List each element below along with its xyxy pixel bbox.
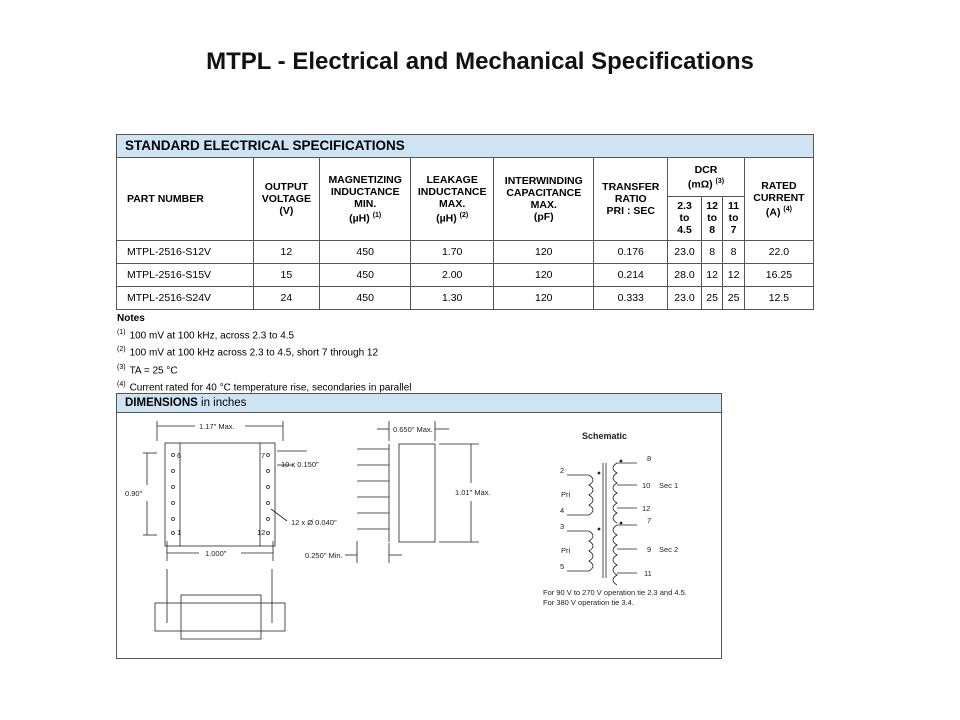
svg-text:11: 11 (644, 569, 652, 578)
svg-text:7: 7 (647, 516, 652, 525)
svg-text:7: 7 (261, 451, 266, 460)
schematic-title: Schematic (582, 431, 628, 441)
col-rated-current: RATED CURRENT (A) $^{(4)}$ (744, 158, 813, 240)
notes-section (117, 312, 477, 394)
col-dcr-12-to-8: 12 to 8 (701, 196, 722, 240)
svg-text:12: 12 (257, 528, 266, 537)
label-side-width: 0.650" Max. (393, 425, 433, 434)
svg-text:Pri: Pri (561, 490, 571, 499)
col-interwinding-capacitance: INTERWINDING CAPACITANCE MAX. (pF) (494, 158, 594, 240)
note-item: $^{(1)}$ 100 mV at 100 kHz, across 2.3 to 4.5 (117, 329, 295, 342)
svg-text:6: 6 (177, 451, 182, 460)
label-pin-min: 0.250" Min. (305, 551, 343, 560)
svg-text:Sec 2: Sec 2 (659, 545, 679, 554)
svg-text:1: 1 (177, 528, 182, 537)
table-row: MTPL-2516-S12V 12 450 1.70 120 0.176 23.0 8 8 22.0 (117, 240, 813, 263)
svg-text:4: 4 (560, 506, 565, 515)
note-item: $^{(2)}$ 100 mV at 100 kHz across 2.3 to 4.5, short 7 through 12 (117, 346, 379, 359)
svg-text:12: 12 (642, 504, 651, 513)
table-row: MTPL-2516-S15V 15 450 2.00 120 0.214 28.0 12 12 16.25 (117, 263, 813, 286)
electrical-spec-table (116, 134, 814, 310)
note-item: $^{(4)}$ Current rated for 40 °C temperature rise, secondaries in parallel (117, 380, 412, 394)
side-view-body (399, 444, 435, 542)
col-transfer-ratio: TRANSFER RATIO PRI : SEC (594, 158, 668, 240)
notes-heading: Notes (117, 313, 145, 324)
col-part-number: PART NUMBER (117, 158, 253, 240)
col-magnetizing-inductance: MAGNETIZING INDUCTANCE MIN. (µH) $^{(1)}$ (320, 158, 411, 240)
label-side-height: 1.01" Max. (455, 488, 491, 497)
label-pitch: 10 x 0.150" (281, 460, 319, 469)
dimensions-header: DIMENSIONS in inches (117, 394, 721, 413)
col-dcr: DCR (mΩ) $^{(3)}$ (668, 158, 745, 196)
svg-text:10: 10 (642, 481, 651, 490)
svg-text:5: 5 (560, 562, 565, 571)
svg-text:9: 9 (647, 545, 652, 554)
svg-text:2: 2 (560, 466, 565, 475)
svg-text:8: 8 (647, 454, 652, 463)
col-leakage-inductance: LEAKAGE INDUCTANCE MAX. (µH) $^{(2)}$ (411, 158, 494, 240)
col-output-voltage: OUTPUT VOLTAGE (V) (253, 158, 320, 240)
label-width-top: 1.17" Max. (199, 422, 235, 431)
dimensions-drawing (117, 413, 721, 657)
label-pin-dia: 12 x Ø 0.040" (291, 518, 337, 527)
label-width-bottom: 1.000" (205, 549, 227, 558)
schematic-note-2: For 380 V operation tie 3.4. (543, 598, 634, 607)
dimensions-box (116, 393, 722, 659)
svg-text:Sec 1: Sec 1 (659, 481, 679, 490)
note-item: $^{(3)}$ TA = 25 °C (117, 363, 178, 376)
svg-text:Pri: Pri (561, 546, 571, 555)
schematic-note-1: For 90 V to 270 V operation tie 2.3 and 4.5. (543, 588, 687, 597)
col-dcr-2-3-to-4-5: 2.3 to 4.5 (668, 196, 702, 240)
label-height-left: 0.90" (125, 489, 143, 498)
spec-table (117, 158, 813, 309)
table-row: MTPL-2516-S24V 24 450 1.30 120 0.333 23.0 25 25 12.5 (117, 286, 813, 309)
svg-text:3: 3 (560, 522, 565, 531)
col-dcr-11-to-7: 11 to 7 (723, 196, 744, 240)
electrical-spec-header: STANDARD ELECTRICAL SPECIFICATIONS (117, 135, 813, 158)
page-title: MTPL - Electrical and Mechanical Specifications (206, 48, 754, 75)
